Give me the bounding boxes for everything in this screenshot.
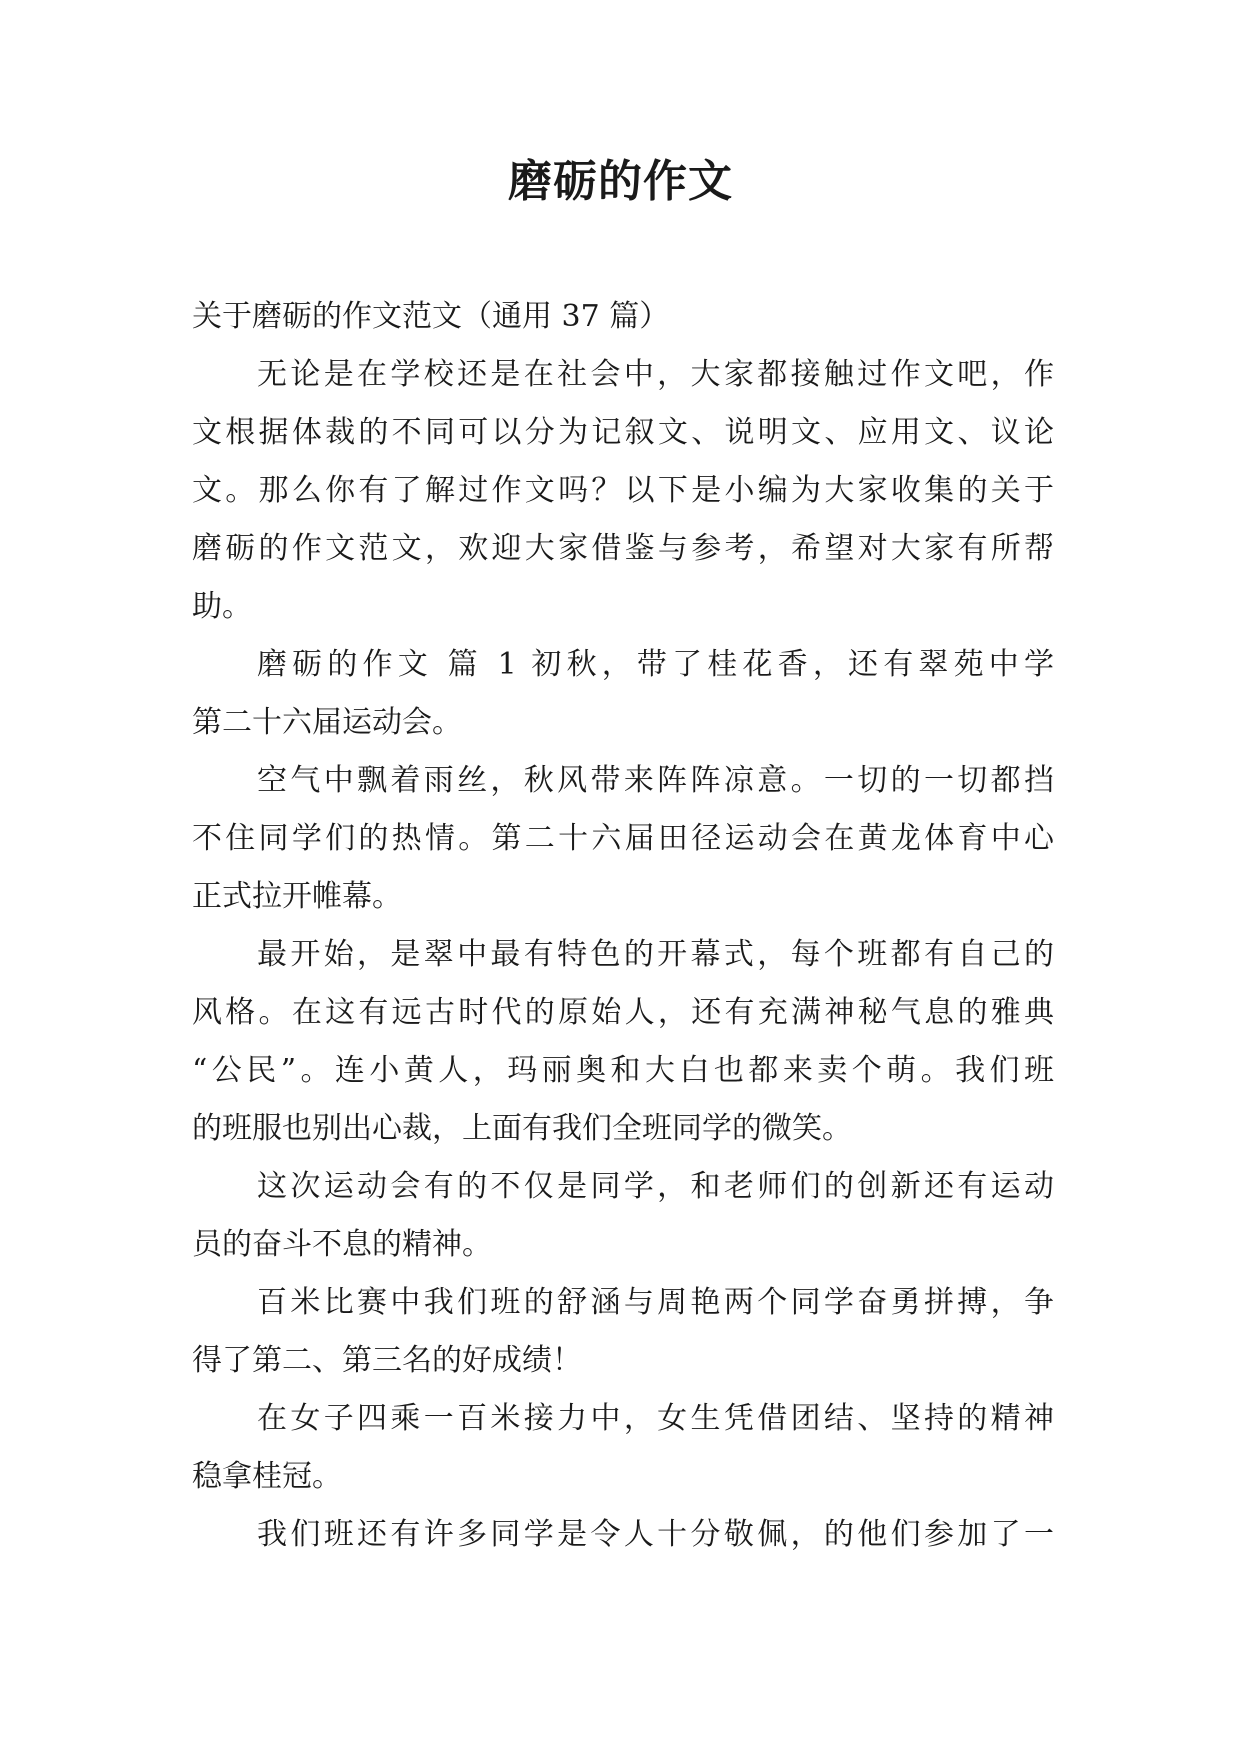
text-line: 在女子四乘一百米接力中，女生凭借团结、坚持的精神 [257, 1401, 1054, 1436]
text-line: 文根据体裁的不同可以分为记叙文、说明文、应用文、议论 [192, 415, 1054, 450]
text-line: 正式拉开帷幕。 [192, 879, 402, 914]
page-title: 磨砺的作文 [508, 156, 733, 207]
text-line: 关于磨砺的作文范文（通用 37 篇） [192, 299, 670, 334]
text-line: 最开始，是翠中最有特色的开幕式，每个班都有自己的 [257, 937, 1054, 972]
text-line: 不住同学们的热情。第二十六届田径运动会在黄龙体育中心 [192, 821, 1054, 856]
text-line: 员的奋斗不息的精神。 [192, 1227, 492, 1262]
document-body [192, 288, 1054, 1564]
text-line: 得了第二、第三名的好成绩！ [192, 1343, 582, 1378]
text-line: 文。那么你有了解过作文吗？以下是小编为大家收集的关于 [192, 473, 1054, 508]
text-line: 第二十六届运动会。 [192, 705, 462, 740]
text-line: 的班服也别出心裁，上面有我们全班同学的微笑。 [192, 1111, 852, 1146]
text-line: 我们班还有许多同学是令人十分敬佩，的他们参加了一 [257, 1517, 1054, 1552]
text-line: 风格。在这有远古时代的原始人，还有充满神秘气息的雅典 [192, 995, 1054, 1030]
text-line: 这次运动会有的不仅是同学，和老师们的创新还有运动 [257, 1169, 1054, 1204]
text-line: 稳拿桂冠。 [192, 1459, 342, 1494]
text-line: 无论是在学校还是在社会中，大家都接触过作文吧，作 [257, 357, 1054, 392]
text-line: 空气中飘着雨丝，秋风带来阵阵凉意。一切的一切都挡 [257, 763, 1054, 798]
text-line: 磨砺的作文范文，欢迎大家借鉴与参考，希望对大家有所帮 [192, 531, 1054, 566]
text-line: 磨砺的作文 篇 1 初秋，带了桂花香，还有翠苑中学 [257, 647, 1054, 682]
text-line: “公民”。连小黄人，玛丽奥和大白也都来卖个萌。我们班 [192, 1053, 1054, 1088]
text-line: 助。 [192, 589, 252, 624]
text-line: 百米比赛中我们班的舒涵与周艳两个同学奋勇拼搏，争 [257, 1285, 1054, 1320]
